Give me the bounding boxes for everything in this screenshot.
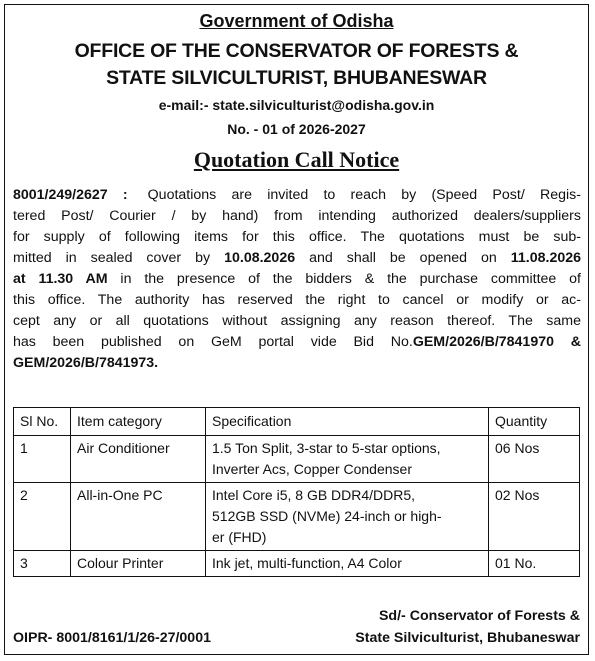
bid-number: GEM/2026/B/7841970 & <box>412 334 581 350</box>
body-line <box>13 332 581 353</box>
office-name-line2: STATE SILVICULTURIST, BHUBANESWAR <box>106 67 487 89</box>
body-line: cept any or all quotations without assigning any reason thereof. The same <box>13 313 581 329</box>
body-line: for supply of following items for this office. The quotations must be sub- <box>13 229 581 245</box>
items-table <box>13 407 580 577</box>
body-line <box>13 185 581 206</box>
specification-cell <box>206 551 489 577</box>
spec-line: 1.5 Ton Split, 3-star to 5-star options, <box>212 440 441 456</box>
table-row <box>14 436 580 483</box>
quantity-cell: 01 No. <box>489 551 580 577</box>
category-cell: Air Conditioner <box>71 436 206 483</box>
column-header: Item category <box>71 408 206 436</box>
sl-no-cell: 2 <box>14 483 71 551</box>
spec-line: 512GB SSD (NVMe) 24-inch or high- <box>212 508 442 524</box>
signature-line2: State Silviculturist, Bhubaneswar <box>355 630 580 646</box>
reference-number: 8001/249/2627 : <box>13 187 128 203</box>
email-line: e-mail:- state.silviculturist@odisha.gov.in <box>158 97 435 113</box>
body-line <box>13 248 581 269</box>
office-name-line1: OFFICE OF THE CONSERVATOR OF FORESTS & <box>74 40 519 62</box>
category-cell: Colour Printer <box>71 551 206 577</box>
notice-title-text: Quotation Call Notice <box>193 147 400 172</box>
spec-line: Intel Core i5, 8 GB DDR4/DDR5, <box>212 487 416 503</box>
column-header: Quantity <box>489 408 580 436</box>
spec-line: er (FHD) <box>212 529 267 545</box>
category-cell: All-in-One PC <box>71 483 206 551</box>
column-header: Sl No. <box>14 408 71 436</box>
bid-number: GEM/2026/B/7841973. <box>13 355 159 371</box>
notice-number: No. - 01 of 2026-2027 <box>227 121 366 137</box>
notice-body <box>13 185 581 374</box>
table-row <box>14 483 580 551</box>
specification-cell <box>206 436 489 483</box>
body-text: in the presence of the bidders & the purchase committee of <box>107 271 581 287</box>
government-heading <box>5 11 588 32</box>
submission-date: 10.08.2026 <box>224 250 296 266</box>
specification-cell <box>206 483 489 551</box>
body-text: Quotations are invited to reach by (Speed Post/ Regis- <box>147 187 581 203</box>
sl-no-cell: 1 <box>14 436 71 483</box>
column-header: Specification <box>206 408 489 436</box>
sl-no-cell: 3 <box>14 551 71 577</box>
quantity-cell: 06 Nos <box>489 436 580 483</box>
table-row <box>14 551 580 577</box>
signature-line1: Sd/- Conservator of Forests & <box>378 608 580 624</box>
office-name <box>5 38 588 92</box>
notice-title <box>5 147 588 173</box>
spec-line: Ink jet, multi-function, A4 Color <box>212 555 402 571</box>
body-text: and shall be opened on <box>295 250 511 266</box>
opening-time: at 11.30 AM <box>13 271 108 287</box>
body-text: has been published on GeM portal vide Bid No. <box>13 334 413 350</box>
body-line <box>13 269 581 290</box>
signature-block <box>355 605 580 649</box>
opening-date: 11.08.2026 <box>510 250 582 266</box>
body-line: tered Post/ Courier / by hand) from intending authorized dealers/suppliers <box>13 208 581 224</box>
oipr-number: OIPR- 8001/8161/1/26-27/0001 <box>13 630 211 646</box>
body-line: this office. The authority has reserved the right to cancel or modify or ac- <box>13 292 581 308</box>
spec-line: Inverter Acs, Copper Condenser <box>212 461 412 477</box>
table-header-row <box>14 408 580 436</box>
quantity-cell: 02 Nos <box>489 483 580 551</box>
government-heading-text: Government of Odisha <box>199 11 394 31</box>
body-text: mitted in sealed cover by <box>13 250 225 266</box>
quotation-notice <box>4 4 589 655</box>
